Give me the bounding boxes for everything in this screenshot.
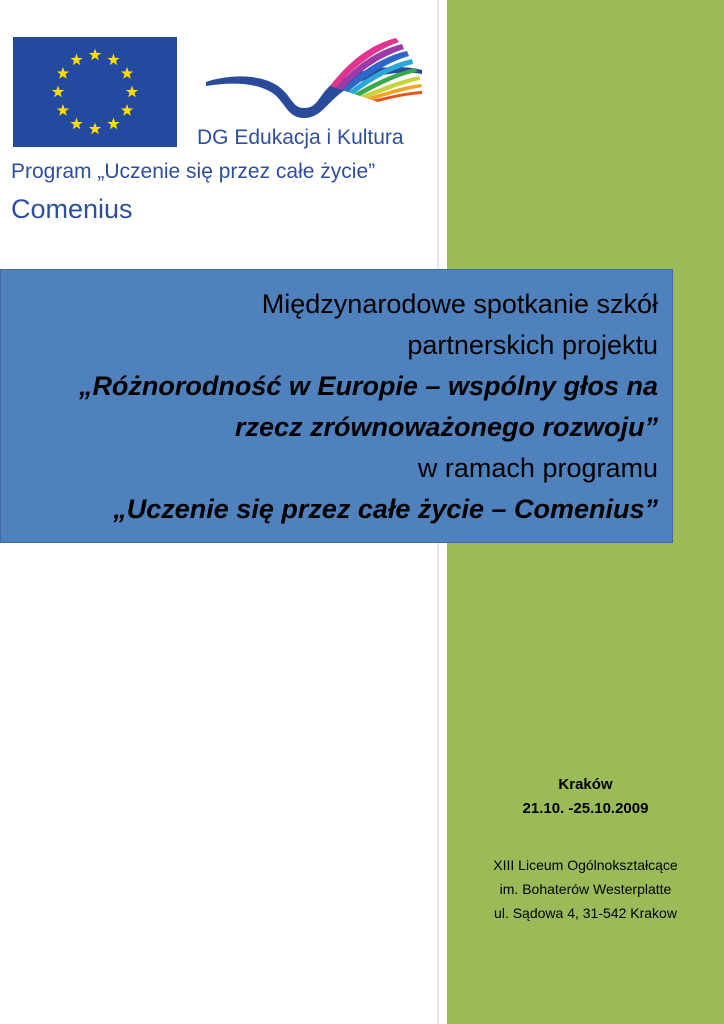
dg-label: DG Edukacja i Kultura: [197, 126, 404, 149]
eu-star-icon: [57, 67, 69, 79]
title-line-4: rzecz zrównoważonego rozwoju”: [234, 412, 658, 442]
event-city: Kraków: [558, 776, 613, 793]
eu-star-icon: [107, 118, 119, 130]
eu-star-icon: [121, 67, 133, 79]
title-line-6: „Uczenie się przez całe życie – Comenius”: [113, 494, 658, 524]
event-info: [447, 773, 724, 925]
program-label: Program „Uczenie się przez całe życie”: [11, 160, 376, 183]
eu-star-icon: [107, 53, 119, 65]
title-line-1: Międzynarodowe spotkanie szkół: [261, 289, 658, 319]
title-line-3: „Różnorodność w Europie – wspólny głos na: [78, 371, 658, 401]
eu-star-icon: [89, 123, 101, 135]
school-line-3: ul. Sądowa 4, 31-542 Krakow: [494, 905, 677, 921]
eu-star-icon: [57, 104, 69, 116]
title-banner: [0, 269, 673, 543]
eu-star-icon: [121, 104, 133, 116]
title-line-2: partnerskich projektu: [407, 330, 658, 360]
eu-star-icon: [70, 53, 82, 65]
school-line-2: im. Bohaterów Westerplatte: [499, 881, 672, 897]
event-dates: 21.10. -25.10.2009: [522, 800, 649, 817]
eu-star-icon: [89, 49, 101, 61]
school-address: [447, 853, 724, 925]
eu-star-icon: [52, 86, 64, 98]
eu-star-icon: [70, 118, 82, 130]
lifelong-learning-wave-icon: [200, 34, 425, 119]
title-line-5: w ramach programu: [417, 453, 658, 483]
eu-flag-icon: [13, 37, 177, 147]
comenius-label: Comenius: [11, 194, 133, 224]
eu-star-icon: [126, 86, 138, 98]
school-line-1: XIII Liceum Ogólnokształcące: [493, 857, 678, 873]
